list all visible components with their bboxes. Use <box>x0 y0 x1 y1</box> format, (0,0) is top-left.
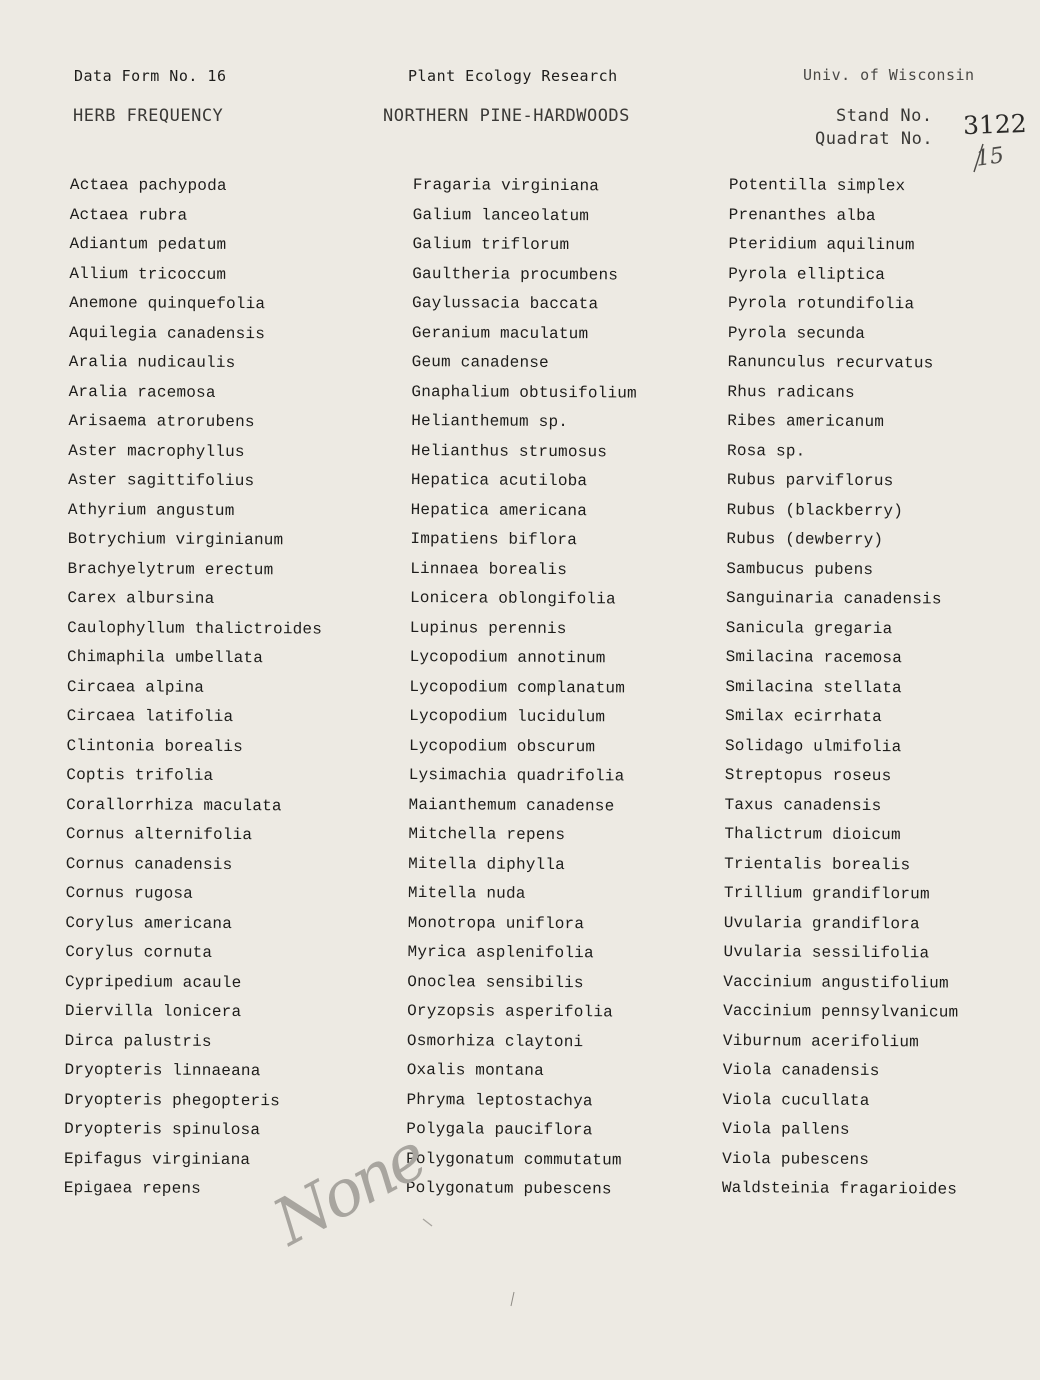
species-name: Gaultheria procumbens <box>412 264 619 284</box>
species-name: Corallorrhiza maculata <box>66 795 282 815</box>
species-name: Viola canadensis <box>722 1060 880 1081</box>
pencil-tick-mark <box>420 1215 440 1235</box>
species-name: Sanguinaria canadensis <box>725 588 942 609</box>
species-name: Cypripedium acaule <box>64 972 242 992</box>
species-name: Hepatica acutiloba <box>410 470 588 491</box>
form-number: Data Form No. 16 <box>74 67 227 85</box>
species-name: Rubus (blackberry) <box>726 500 904 520</box>
species-name: Circaea alpina <box>66 677 205 697</box>
species-name: Arisaema atrorubens <box>68 411 255 432</box>
species-name: Dryopteris spinulosa <box>64 1119 261 1140</box>
species-name: Galium lanceolatum <box>412 205 590 225</box>
species-column-2 <box>406 171 639 1205</box>
species-name: Cornus rugosa <box>65 883 194 903</box>
species-name: Lycopodium lucidulum <box>409 706 606 727</box>
species-name: Botrychium virginianum <box>67 529 284 550</box>
species-name: Hepatica americana <box>410 500 588 520</box>
species-name: Cornus alternifolia <box>65 824 253 845</box>
species-name: Gaylussacia baccata <box>412 293 599 314</box>
species-name: Carex albursina <box>67 588 215 608</box>
species-name: Aralia racemosa <box>68 382 216 402</box>
species-name: Corylus cornuta <box>65 942 213 962</box>
species-name: Helianthemum sp. <box>411 411 569 432</box>
species-name: Dryopteris phegopteris <box>64 1090 281 1110</box>
species-name: Geum canadense <box>411 352 549 372</box>
species-name: Pyrola secunda <box>727 323 866 343</box>
pencil-stray-mark <box>508 1290 518 1310</box>
species-name: Polygala pauciflora <box>406 1119 593 1140</box>
species-name: Viburnum acerifolium <box>722 1031 920 1051</box>
species-name: Vaccinium angustifolium <box>723 972 949 993</box>
species-name: Fragaria virginiana <box>412 175 600 196</box>
species-name: Viola pubescens <box>722 1149 870 1169</box>
species-name: Viola pallens <box>722 1119 850 1139</box>
species-name: Anemone quinquefolia <box>69 293 266 314</box>
species-name: Lycopodium complanatum <box>409 677 626 697</box>
species-name: Galium triflorum <box>412 234 570 255</box>
species-name: Trientalis borealis <box>724 854 911 874</box>
species-name: Onoclea sensibilis <box>407 972 584 992</box>
species-name: Taxus canadensis <box>724 795 882 815</box>
research-title: Plant Ecology Research <box>408 67 618 85</box>
quadrat-slash-mark <box>968 142 990 176</box>
species-name: Mitella diphylla <box>408 854 566 874</box>
species-name: Chimaphila umbellata <box>66 647 264 668</box>
species-name: Rubus (dewberry) <box>726 529 884 550</box>
species-column-1 <box>64 171 325 1205</box>
species-name: Maianthemum canadense <box>408 795 615 815</box>
species-name: Corylus americana <box>65 913 233 933</box>
species-name: Linnaea borealis <box>410 559 568 579</box>
species-name: Lysimachia quadrifolia <box>408 765 625 786</box>
species-name: Oxalis montana <box>406 1060 545 1080</box>
species-column-3 <box>722 171 964 1205</box>
species-name: Smilax ecirrhata <box>725 706 883 727</box>
species-name: Pyrola elliptica <box>728 264 886 284</box>
species-name: Clintonia borealis <box>66 736 243 756</box>
species-name: Rhus radicans <box>727 382 855 402</box>
species-name: Aster macrophyllus <box>68 441 245 461</box>
handwritten-note: None <box>262 1120 436 1261</box>
species-name: Epigaea repens <box>63 1178 202 1198</box>
species-name: Coptis trifolia <box>66 765 214 785</box>
community-type: NORTHERN PINE-HARDWOODS <box>383 106 630 126</box>
species-name: Mitchella repens <box>408 824 566 845</box>
species-name: Trillium grandiflorum <box>723 883 930 904</box>
species-name: Geranium maculatum <box>411 323 589 343</box>
species-name: Dirca palustris <box>64 1031 212 1051</box>
species-name: Caulophyllum thalictroides <box>67 618 323 639</box>
species-name: Circaea latifolia <box>66 706 234 727</box>
species-name: Myrica asplenifolia <box>407 942 594 963</box>
species-name: Pteridium aquilinum <box>728 234 915 255</box>
species-name: Lycopodium annotinum <box>409 647 606 668</box>
species-name: Solidago ulmifolia <box>724 736 902 756</box>
species-name: Cornus canadensis <box>65 854 233 874</box>
quadrat-label: Quadrat No. <box>815 129 934 149</box>
form-title: HERB FREQUENCY <box>73 106 224 126</box>
species-name: Thalictrum dioicum <box>724 824 901 845</box>
species-name: Actaea rubra <box>69 205 188 225</box>
species-name: Oryzopsis asperifolia <box>407 1001 614 1022</box>
species-name: Vaccinium pennsylvanicum <box>723 1001 959 1022</box>
species-name: Sambucus pubens <box>726 559 874 579</box>
handwritten-stand-number: 3122 <box>962 108 1028 141</box>
species-name: Mitella nuda <box>407 883 526 903</box>
species-name: Osmorhiza claytoni <box>406 1031 584 1051</box>
species-name: Aster sagittifolius <box>68 470 255 491</box>
species-name: Smilacina stellata <box>725 677 902 697</box>
species-name: Polygonatum pubescens <box>405 1178 612 1199</box>
species-name: Impatiens biflora <box>410 529 578 550</box>
species-name: Lycopodium obscurum <box>408 736 596 756</box>
species-name: Prenanthes alba <box>728 205 876 225</box>
species-name: Uvularia sessilifolia <box>723 942 930 963</box>
species-name: Actaea pachypoda <box>69 175 227 195</box>
stand-label: Stand No. <box>836 106 933 126</box>
species-name: Sanicula gregaria <box>725 618 893 638</box>
species-name: Diervilla lonicera <box>64 1001 242 1022</box>
species-name: Viola cucullata <box>722 1090 870 1110</box>
species-name: Rubus parviflorus <box>726 470 894 491</box>
species-name: Pyrola rotundifolia <box>728 293 915 314</box>
species-name: Brachyelytrum erectum <box>67 559 274 579</box>
species-name: Helianthus strumosus <box>410 441 608 461</box>
species-name: Polygonatum commutatum <box>406 1149 622 1169</box>
university: Univ. of Wisconsin <box>803 66 975 84</box>
species-name: Ribes americanum <box>727 411 885 432</box>
species-name: Aralia nudicaulis <box>68 352 236 373</box>
species-name: Rosa sp. <box>726 441 806 461</box>
species-name: Gnaphalium obtusifolium <box>411 382 637 403</box>
species-name: Streptopus roseus <box>724 765 892 786</box>
species-name: Athyrium angustum <box>67 500 235 520</box>
handwritten-quadrat-number: 15 <box>974 143 1006 172</box>
species-name: Monotropa uniflora <box>407 913 585 933</box>
species-name: Allium tricoccum <box>69 264 227 284</box>
species-name: Lupinus perennis <box>409 618 567 638</box>
species-name: Adiantum pedatum <box>69 234 227 254</box>
species-name: Aquilegia canadensis <box>68 323 266 343</box>
species-name: Phryma leptostachya <box>406 1090 593 1110</box>
species-name: Uvularia grandiflora <box>723 913 920 933</box>
species-name: Epifagus virginiana <box>63 1149 251 1169</box>
species-name: Potentilla simplex <box>728 175 906 196</box>
species-name: Waldsteinia fragarioides <box>721 1178 958 1199</box>
species-name: Lonicera oblongifolia <box>409 588 616 609</box>
species-name: Ranunculus recurvatus <box>727 352 934 373</box>
species-name: Smilacina racemosa <box>725 647 903 668</box>
species-name: Dryopteris linnaeana <box>64 1060 261 1081</box>
